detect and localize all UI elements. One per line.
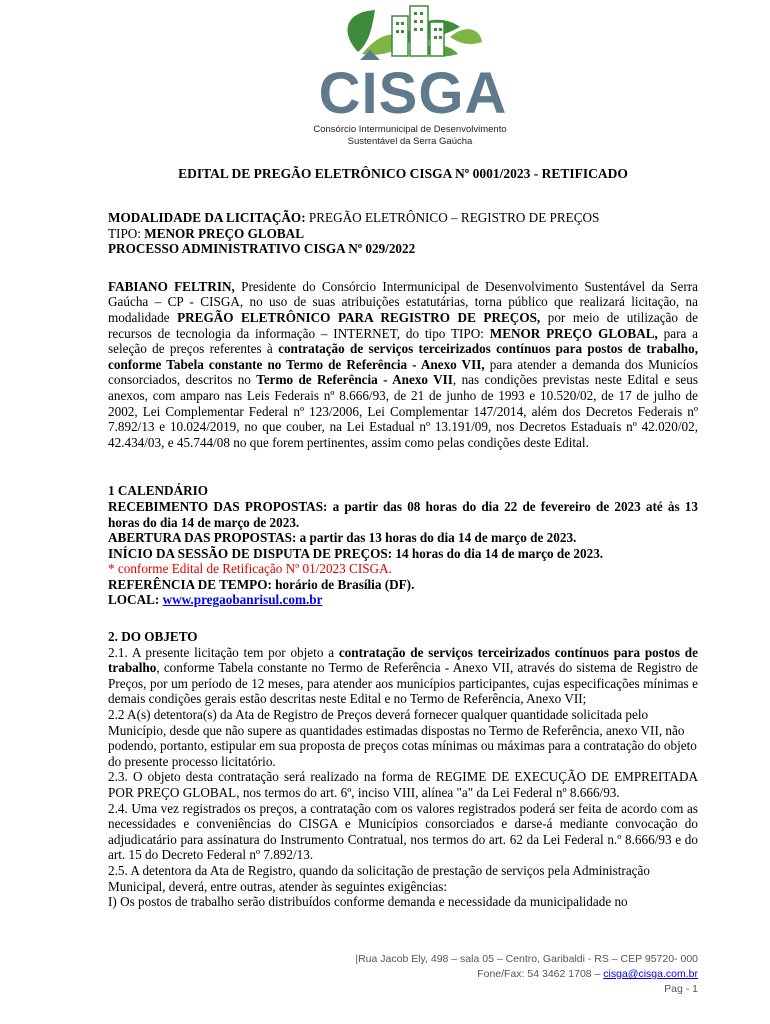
calendario-heading: 1 CALENDÁRIO xyxy=(108,483,209,499)
processo-line: PROCESSO ADMINISTRATIVO CISGA Nº 029/2022 xyxy=(108,241,416,257)
logo-subtitle-line2: Sustentável da Serra Gaúcha xyxy=(347,136,473,147)
logo-wordmark: CISGA xyxy=(318,61,508,126)
tipo-label: TIPO: xyxy=(108,225,145,241)
paragraph-2-4: 2.4. Uma vez registrados os preços, a contratação com os valores registrados poderá ser feita de acordo com as necessidades e conveniências do CISGA e Municípios consorciados e darse-á mediante convocação do adjudicatário para assinatura do Instrumento Contratual, nos termos do art. 62 da Lei Federal n.º 8.666/93 e do art. 15 do Decreto Federal nº 7.892/13. xyxy=(108,800,698,863)
recebimento-line: RECEBIMENTO DAS PROPOSTAS: a partir das 08 horas do dia 22 de fevereiro de 2023 até às 13 horas do dia 14 de março de 2023. xyxy=(108,498,698,530)
tipo-line xyxy=(108,226,698,242)
referencia-line: REFERÊNCIA DE TEMPO: horário de Brasília (DF). xyxy=(108,576,415,592)
pregao-link[interactable]: www.pregaobanrisul.com.br xyxy=(162,592,323,608)
retificacao-note: * conforme Edital de Retificação Nº 01/2023 CISGA. xyxy=(108,561,392,577)
document-body xyxy=(108,210,698,910)
logo-subtitle xyxy=(270,124,550,148)
modalidade-value: PREGÃO ELETRÔNICO – REGISTRO DE PREÇOS xyxy=(305,210,600,225)
modalidade-label: MODALIDADE DA LICITAÇÃO: xyxy=(108,210,306,225)
footer-email-link[interactable]: cisga@cisga.com.br xyxy=(603,968,698,980)
abertura-line: ABERTURA DAS PROPOSTAS: a partir das 13 horas do dia 14 de março de 2023. xyxy=(108,530,577,546)
logo-subtitle-line1: Consórcio Intermunicipal de Desenvolvimento xyxy=(313,124,507,135)
document-title: EDITAL DE PREGÃO ELETRÔNICO CISGA Nº 0001/2023 - RETIFICADO xyxy=(178,166,628,181)
paragraph-2-3: 2.3. O objeto desta contratação será realizado na forma de REGIME DE EXECUÇÃO DE EMPREITADA POR PREÇO GLOBAL, nos termos do art. 6º, inciso VIII, alínea "a" da Lei Federal nº 8.666/93. xyxy=(108,769,698,800)
local-line: LOCAL: www.pregaobanrisul.com.br xyxy=(108,592,323,608)
objeto-heading: 2. DO OBJETO xyxy=(108,629,198,645)
inicio-line: INÍCIO DA SESSÃO DE DISPUTA DE PREÇOS: 14 horas do dia 14 de março de 2023. xyxy=(108,545,604,561)
tipo-value: MENOR PREÇO GLOBAL xyxy=(144,225,304,241)
paragraph-item-i: I) Os postos de trabalho serão distribuídos conforme demanda e necessidade da municipalidade no xyxy=(108,894,628,910)
paragraph-2-5: 2.5. A detentora da Ata de Registro, quando da solicitação de prestação de serviços pela Administração Municipal, deverá, entre outras, atender às seguintes exigências: xyxy=(108,862,650,894)
intro-paragraph: FABIANO FELTRIN, Presidente do Consórcio Intermunicipal de Desenvolvimento Sustentável da Serra Gaúcha – CP - CISGA, no uso de suas atribuições estatutárias, torna público que realizará licitação, na modalidade PREGÃO ELETRÔNICO PARA REGISTRO DE PREÇOS, por meio de utilização de recursos de tecnologia da informação – INTERNET, do tipo TIPO: MENOR PREÇO GLOBAL, para a seleção de preços referentes à contratação de serviços terceirizados contínuos para postos de trabalho, conforme Tabela constante no Termo de Referência - Anexo VII, para atender a demanda dos Municíos consorciados, descritos no Termo de Referência - Anexo VII, nas condições previstas neste Edital e seus anexos, com amparo nas Leis Federais nº 8.666/93, de 21 de junho de 1993 e 10.520/02, de 17 de julho de 2002, Lei Complementar Federal nº 123/2006, Lei Complementar 147/2014, além dos Decretos Federais nº 7.892/13 e 10.024/2019, no que couber, na Lei Estadual nº 13.191/09, nos Decretos Estaduais nº 42.020/02, 42.434/03, e 45.744/08 no que forem pertinentes, assim como pelas condições deste Edital. xyxy=(108,278,699,450)
footer-address: |Rua Jacob Ely, 498 – sala 05 – Centro, Garibaldi - RS – CEP 95720- 000 xyxy=(355,953,698,965)
paragraph-2-2: 2.2 A(s) detentora(s) da Ata de Registro de Preços deverá fornecer qualquer quantidade solicitada pelo Município, desde que não supere as quantidades estimadas dispostas no Termo de Referência, anexo VII, não podendo, portanto, estipular em sua proposta de preços cotas mínimas ou máximas para a contratação do objeto do presente processo licitatório. xyxy=(108,707,697,769)
footer-contact: Fone/Fax: 54 3462 1708 – cisga@cisga.com.br xyxy=(477,968,698,980)
page-number: Pag - 1 xyxy=(664,983,698,995)
modalidade-line xyxy=(108,210,698,226)
paragraph-2-1: 2.1. A presente licitação tem por objeto a contratação de serviços terceirizados contínuos para postos de trabalho, conforme Tabela constante no Termo de Referência - Anexo VII, através do sistema de Registro de Preços, por um período de 12 meses, para atender aos municípios participantes, cujas especificações mínimas e demais condições gerais estão descritas neste Edital e no Termo de Referência, Anexo VII; xyxy=(108,644,698,707)
page-footer xyxy=(0,952,698,997)
